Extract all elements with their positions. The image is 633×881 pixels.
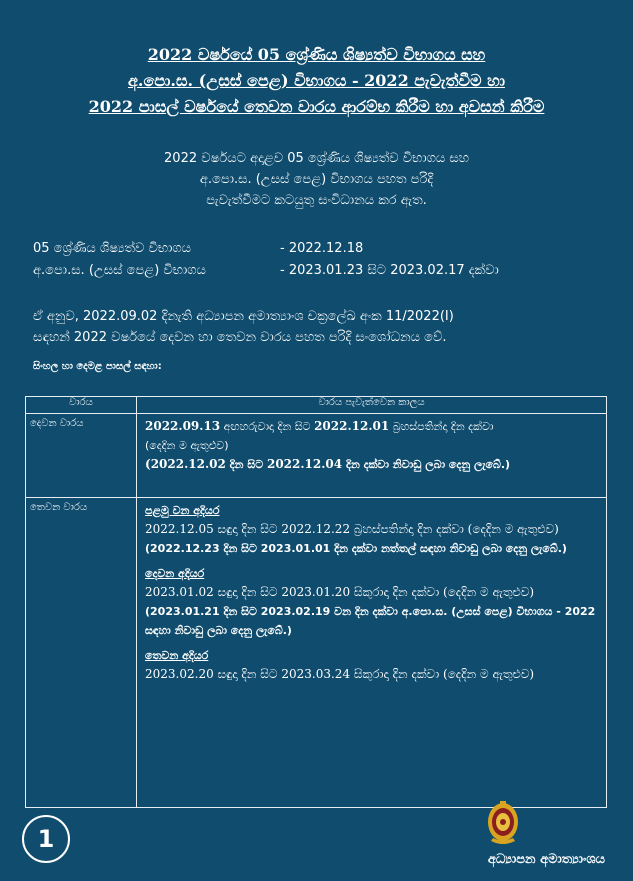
table-row-term-2 <box>26 414 607 498</box>
exam-label: අ.පො.ස. (උසස් පෙළ) විභාගය <box>33 263 206 278</box>
phase-2-range: 2023.01.02 සඳුදා දින සිට 2023.01.20 සිකුරාදා දින දක්වා (දෙදින ම ඇතුළුව) <box>145 585 535 599</box>
header-period: වාරය පැවැත්වෙන කාලය <box>137 397 607 414</box>
phase-1-holiday: (2022.12.23 දින සිට 2023.01.01 දින දක්වා නත්තල් සඳහා නිවාඩු ලබා දෙනු ලැබේ.) <box>145 542 567 555</box>
page-title <box>20 42 613 120</box>
intro-line-2: අ.පො.ස. (උසස් පෙළ) විභාගය පහත පරිදි <box>199 172 434 187</box>
phase-3-heading: තෙවන අදියර <box>145 649 209 662</box>
exam-label: 05 ශ්‍රේණිය ශිෂ්‍යත්ව විභාගය <box>33 241 191 256</box>
intro-line-3: පැවැත්වීමට කටයුතු සංවිධානය කර ඇත. <box>206 193 427 208</box>
term-schedule-table <box>25 396 607 808</box>
note-line-2: සඳහන් 2022 වර්ෂයේ දෙවන හා තෙවන වාරය පහත පරිදි සංශෝධනය වේ. <box>33 330 447 345</box>
header-term: වාරය <box>26 397 137 414</box>
title-line-3: 2022 පාසල් වර්ෂයේ තෙවන වාරය ආරම්භ කිරීම හා අවසන් කිරීම <box>88 97 545 116</box>
phase-2-holiday: (2023.01.21 දින සිට 2023.02.19 වන දින දක්වා අ.පො.ස. (උසස් පෙළ) විභාගය - 2022 සඳහා නිවාඩු ලබා දෙනු ලැබේ.) <box>145 605 596 637</box>
term-2-start-text: අඟහරුවාදා දින සිට <box>220 420 315 433</box>
page-number-badge: 1 <box>22 815 70 863</box>
term-3-name: තෙවන වාරය <box>26 498 137 808</box>
exam-date-row-al <box>33 260 499 282</box>
term-2-start-date: 2022.09.13 <box>145 419 221 433</box>
intro-line-1: 2022 වර්ෂයට අදාළව 05 ශ්‍රේණිය ශිෂ්‍යත්ව විභාගය සහ <box>164 151 469 166</box>
intro-paragraph <box>60 148 573 211</box>
term-2-holiday-p3: දින දක්වා නිවාඩු ලබා දෙනු ලැබේ.) <box>342 458 511 471</box>
term-2-end-date: 2022.12.01 <box>314 419 390 433</box>
exam-date: - 2023.01.23 සිට 2023.02.17 දක්වා <box>280 263 499 278</box>
phase-1-range: 2022.12.05 සඳුදා දින සිට 2022.12.22 බ්‍රහස්පතින්දා දින දක්වා (දෙදින ම ඇතුළුව) <box>145 522 559 536</box>
term-2-holiday-to: 2022.12.04 <box>266 457 343 471</box>
term-2-inclusive: (දෙදින ම ඇතුළුව) <box>145 439 229 452</box>
phase-2-heading: දෙවන අදියර <box>145 567 205 580</box>
exam-dates <box>33 238 499 282</box>
note-line-1: ඒ අනුව, 2022.09.02 දිනැති අධ්‍යාපන අමාත්‍යාංශ චක්‍රලේඛ අංක 11/2022(I) <box>33 309 454 324</box>
exam-date-row-scholarship <box>33 238 499 260</box>
exam-date: - 2022.12.18 <box>280 241 364 256</box>
phase-1-heading: පළමු වන අදියර <box>145 504 220 517</box>
title-line-2: අ.පො.ස. (උසස් පෙළ) විභාගය - 2022 පැවැත්වීම හා <box>128 71 505 90</box>
ministry-name: අධ්‍යාපන අමාත්‍යාංශය <box>487 852 605 867</box>
term-3-period <box>137 498 607 808</box>
term-2-range <box>145 417 598 436</box>
schools-subheading: සිංහල හා දෙමළ පාසල් සඳහා: <box>33 361 162 372</box>
term-2-holiday-p2: දින සිට <box>225 458 267 471</box>
state-emblem-icon <box>485 800 521 848</box>
term-2-holiday-p1: ( <box>145 457 151 471</box>
term-2-end-text: බ්‍රහස්පතින්දා දින දක්වා <box>389 420 494 433</box>
phase-3-range: 2023.02.20 සඳුදා දින සිට 2023.03.24 සිකුරාදා දින දක්වා (දෙදින ම ඇතුළුව) <box>145 667 535 681</box>
term-2-holiday <box>145 455 598 474</box>
table-row-term-3 <box>26 498 607 808</box>
table-header-row <box>26 397 607 414</box>
term-2-holiday-from: 2022.12.02 <box>150 457 226 471</box>
title-line-1: 2022 වර්ෂයේ 05 ශ්‍රේණිය ශිෂ්‍යත්ව විභාගය සහ <box>147 45 486 64</box>
term-2-period <box>137 414 607 498</box>
term-2-name: දෙවන වාරය <box>26 414 137 498</box>
circular-note <box>33 306 608 348</box>
